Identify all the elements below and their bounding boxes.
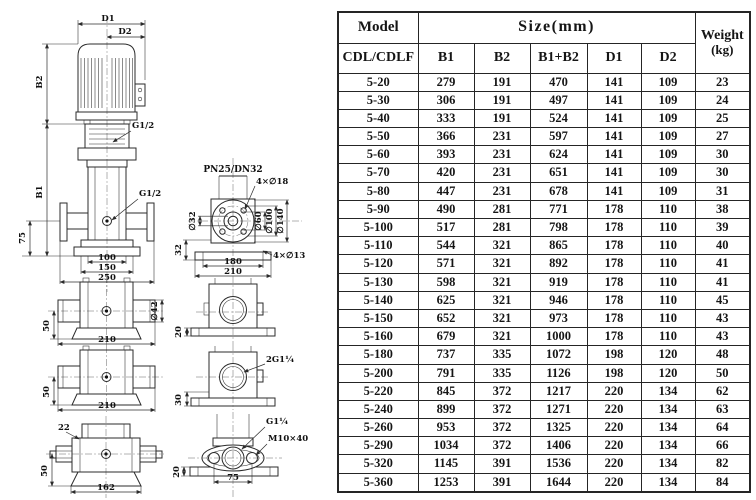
table-row (338, 128, 750, 146)
value-cell: 82 (695, 455, 750, 473)
value-cell: 490 (418, 200, 474, 218)
value-cell: 134 (641, 400, 695, 418)
dim-label-d1: D1 (101, 14, 115, 24)
value-cell: 231 (474, 164, 530, 182)
table-row (338, 182, 750, 200)
table-row (338, 455, 750, 473)
dia-32-label: ∅32 (188, 211, 198, 231)
pump-base-side-view-a (42, 276, 164, 346)
value-cell: 366 (418, 128, 474, 146)
value-cell: 23 (695, 73, 750, 91)
value-cell: 470 (530, 73, 587, 91)
value-cell: 737 (418, 346, 474, 364)
table-row (338, 91, 750, 109)
value-cell: 31 (695, 182, 750, 200)
model-cell: 5-320 (338, 455, 418, 473)
value-cell: 517 (418, 219, 474, 237)
model-cell: 5-20 (338, 73, 418, 91)
value-cell: 220 (587, 473, 641, 492)
model-cell: 5-200 (338, 364, 418, 382)
flange-rating-label: PN25/DN32 (203, 165, 263, 175)
value-cell: 141 (587, 128, 641, 146)
value-cell: 134 (641, 437, 695, 455)
dim-75-oval-label: 75 (227, 473, 239, 483)
pump-base-side-view-b (42, 346, 164, 412)
value-cell: 231 (474, 146, 530, 164)
value-cell: 651 (530, 164, 587, 182)
value-cell: 321 (474, 291, 530, 309)
value-cell: 1000 (530, 328, 587, 346)
value-cell: 391 (474, 455, 530, 473)
value-cell: 393 (418, 146, 474, 164)
value-cell: 43 (695, 328, 750, 346)
value-cell: 109 (641, 109, 695, 127)
table-row (338, 364, 750, 382)
dim-50-c-label: 50 (40, 465, 50, 477)
value-cell: 141 (587, 109, 641, 127)
value-cell: 62 (695, 382, 750, 400)
dim-50-a-label: 50 (42, 320, 52, 332)
value-cell: 134 (641, 455, 695, 473)
table-row (338, 109, 750, 127)
value-cell: 64 (695, 419, 750, 437)
value-cell: 141 (587, 182, 641, 200)
model-cell: 5-140 (338, 291, 418, 309)
value-cell: 38 (695, 200, 750, 218)
value-cell: 141 (587, 73, 641, 91)
value-cell: 1145 (418, 455, 474, 473)
value-cell: 919 (530, 273, 587, 291)
value-cell: 178 (587, 255, 641, 273)
dim-180-label: 180 (224, 257, 242, 267)
value-cell: 50 (695, 364, 750, 382)
header-d2: D2 (641, 43, 695, 73)
model-cell: 5-290 (338, 437, 418, 455)
value-cell: 24 (695, 91, 750, 109)
value-cell: 306 (418, 91, 474, 109)
thread-label-g12-lower: G1/2 (139, 189, 162, 199)
value-cell: 110 (641, 219, 695, 237)
value-cell: 220 (587, 400, 641, 418)
header-weight-line2: (kg) (711, 42, 734, 58)
base-holes-13-label: 4×∅13 (273, 251, 306, 261)
header-size-mm: Size(mm) (418, 12, 695, 43)
thread-g114-label: G1¼ (266, 417, 289, 427)
model-cell: 5-50 (338, 128, 418, 146)
table-row (338, 419, 750, 437)
value-cell: 191 (474, 109, 530, 127)
model-cell: 5-40 (338, 109, 418, 127)
value-cell: 1644 (530, 473, 587, 492)
value-cell: 109 (641, 164, 695, 182)
value-cell: 30 (695, 164, 750, 182)
value-cell: 110 (641, 273, 695, 291)
dia-60-label: ∅60 (254, 211, 264, 231)
table-row (338, 291, 750, 309)
model-cell: 5-110 (338, 237, 418, 255)
value-cell: 231 (474, 182, 530, 200)
value-cell: 571 (418, 255, 474, 273)
dim-label-d2: D2 (118, 27, 132, 37)
table-row (338, 164, 750, 182)
dim-22-label: 22 (58, 423, 70, 433)
model-cell: 5-90 (338, 200, 418, 218)
value-cell: 231 (474, 128, 530, 146)
value-cell: 191 (474, 91, 530, 109)
value-cell: 30 (695, 146, 750, 164)
dim-20-a-label: 20 (174, 326, 184, 338)
table-row (338, 200, 750, 218)
value-cell: 141 (587, 146, 641, 164)
bolt-m10x40-label: M10×40 (268, 434, 309, 444)
flange-top-view (174, 158, 305, 278)
value-cell: 372 (474, 419, 530, 437)
bolt-holes-18-label: 4×∅18 (256, 177, 289, 187)
pump-front-view (18, 14, 161, 292)
value-cell: 624 (530, 146, 587, 164)
value-cell: 141 (587, 91, 641, 109)
thread-label-g12-upper: G1/2 (132, 121, 155, 131)
value-cell: 178 (587, 200, 641, 218)
value-cell: 198 (587, 346, 641, 364)
model-cell: 5-150 (338, 309, 418, 327)
value-cell: 1126 (530, 364, 587, 382)
value-cell: 279 (418, 73, 474, 91)
header-b2: B2 (474, 43, 530, 73)
value-cell: 544 (418, 237, 474, 255)
model-cell: 5-360 (338, 473, 418, 492)
value-cell: 220 (587, 419, 641, 437)
value-cell: 41 (695, 273, 750, 291)
value-cell: 109 (641, 146, 695, 164)
model-cell: 5-70 (338, 164, 418, 182)
pump-drawing-svg (0, 0, 337, 500)
value-cell: 198 (587, 364, 641, 382)
model-cell: 5-240 (338, 400, 418, 418)
table-row (338, 400, 750, 418)
value-cell: 120 (641, 346, 695, 364)
value-cell: 372 (474, 382, 530, 400)
value-cell: 178 (587, 309, 641, 327)
pump-port-view-b (174, 344, 294, 410)
dim-210-flange-label: 210 (224, 267, 242, 277)
value-cell: 899 (418, 400, 474, 418)
value-cell: 679 (418, 328, 474, 346)
value-cell: 84 (695, 473, 750, 492)
header-b1: B1 (418, 43, 474, 73)
pump-port-view-c (172, 412, 308, 498)
model-cell: 5-130 (338, 273, 418, 291)
dim-label-250: 250 (98, 273, 116, 283)
dia-140-label: ∅140 (276, 208, 286, 234)
value-cell: 40 (695, 237, 750, 255)
value-cell: 771 (530, 200, 587, 218)
header-b1b2: B1+B2 (530, 43, 587, 73)
value-cell: 110 (641, 309, 695, 327)
value-cell: 420 (418, 164, 474, 182)
spec-table (337, 11, 751, 493)
model-cell: 5-220 (338, 382, 418, 400)
value-cell: 791 (418, 364, 474, 382)
value-cell: 447 (418, 182, 474, 200)
value-cell: 109 (641, 128, 695, 146)
dim-50-b-label: 50 (42, 386, 52, 398)
dim-label-b1: B1 (35, 185, 45, 199)
value-cell: 1034 (418, 437, 474, 455)
dimension-table-pane (337, 11, 749, 493)
dia-42-label: ∅42 (150, 301, 160, 321)
value-cell: 321 (474, 309, 530, 327)
technical-drawings (0, 0, 337, 500)
value-cell: 1253 (418, 473, 474, 492)
value-cell: 798 (530, 219, 587, 237)
dim-162-label: 162 (97, 483, 115, 493)
value-cell: 63 (695, 400, 750, 418)
value-cell: 41 (695, 255, 750, 273)
value-cell: 335 (474, 364, 530, 382)
header-model-sub: CDL/CDLF (338, 43, 418, 73)
value-cell: 134 (641, 473, 695, 492)
dim-label-150: 150 (98, 263, 116, 273)
dim-210-b-label: 210 (98, 401, 116, 411)
value-cell: 524 (530, 109, 587, 127)
value-cell: 321 (474, 273, 530, 291)
value-cell: 652 (418, 309, 474, 327)
value-cell: 372 (474, 400, 530, 418)
header-model: Model (338, 12, 418, 43)
value-cell: 946 (530, 291, 587, 309)
value-cell: 134 (641, 382, 695, 400)
value-cell: 110 (641, 237, 695, 255)
header-weight (695, 12, 750, 73)
pump-base-side-view-c (40, 416, 164, 498)
dim-30-label: 30 (174, 394, 184, 406)
value-cell: 220 (587, 382, 641, 400)
value-cell: 141 (587, 164, 641, 182)
table-row (338, 437, 750, 455)
model-cell: 5-100 (338, 219, 418, 237)
value-cell: 110 (641, 200, 695, 218)
value-cell: 865 (530, 237, 587, 255)
value-cell: 1072 (530, 346, 587, 364)
value-cell: 335 (474, 346, 530, 364)
dim-32-label: 32 (174, 244, 184, 256)
value-cell: 109 (641, 73, 695, 91)
value-cell: 178 (587, 237, 641, 255)
table-row (338, 346, 750, 364)
value-cell: 892 (530, 255, 587, 273)
value-cell: 1536 (530, 455, 587, 473)
value-cell: 220 (587, 437, 641, 455)
table-row (338, 146, 750, 164)
value-cell: 321 (474, 328, 530, 346)
dim-210-a-label: 210 (98, 335, 116, 345)
pump-port-view-a (174, 276, 275, 344)
table-row (338, 473, 750, 492)
value-cell: 220 (587, 455, 641, 473)
table-row (338, 382, 750, 400)
header-weight-line1: Weight (700, 27, 744, 43)
value-cell: 391 (474, 473, 530, 492)
value-cell: 321 (474, 255, 530, 273)
value-cell: 281 (474, 219, 530, 237)
value-cell: 191 (474, 73, 530, 91)
thread-2g114-label: 2G1¼ (266, 355, 294, 365)
table-row (338, 328, 750, 346)
table-row (338, 73, 750, 91)
value-cell: 110 (641, 291, 695, 309)
model-cell: 5-30 (338, 91, 418, 109)
value-cell: 1217 (530, 382, 587, 400)
header-d1: D1 (587, 43, 641, 73)
table-row (338, 273, 750, 291)
value-cell: 66 (695, 437, 750, 455)
value-cell: 39 (695, 219, 750, 237)
model-cell: 5-80 (338, 182, 418, 200)
value-cell: 109 (641, 91, 695, 109)
dim-20-b-label: 20 (172, 466, 182, 478)
model-cell: 5-60 (338, 146, 418, 164)
table-row (338, 309, 750, 327)
value-cell: 281 (474, 200, 530, 218)
dim-label-100: 100 (98, 253, 116, 263)
dim-label-75: 75 (18, 232, 28, 244)
value-cell: 678 (530, 182, 587, 200)
value-cell: 598 (418, 273, 474, 291)
value-cell: 597 (530, 128, 587, 146)
value-cell: 497 (530, 91, 587, 109)
value-cell: 1325 (530, 419, 587, 437)
value-cell: 27 (695, 128, 750, 146)
value-cell: 120 (641, 364, 695, 382)
value-cell: 134 (641, 419, 695, 437)
value-cell: 48 (695, 346, 750, 364)
value-cell: 178 (587, 219, 641, 237)
model-cell: 5-260 (338, 419, 418, 437)
value-cell: 372 (474, 437, 530, 455)
table-row (338, 237, 750, 255)
value-cell: 178 (587, 328, 641, 346)
value-cell: 45 (695, 291, 750, 309)
model-cell: 5-120 (338, 255, 418, 273)
table-row (338, 255, 750, 273)
value-cell: 109 (641, 182, 695, 200)
model-cell: 5-180 (338, 346, 418, 364)
value-cell: 845 (418, 382, 474, 400)
value-cell: 110 (641, 255, 695, 273)
value-cell: 110 (641, 328, 695, 346)
value-cell: 625 (418, 291, 474, 309)
model-cell: 5-160 (338, 328, 418, 346)
value-cell: 178 (587, 273, 641, 291)
value-cell: 333 (418, 109, 474, 127)
value-cell: 973 (530, 309, 587, 327)
value-cell: 321 (474, 237, 530, 255)
value-cell: 178 (587, 291, 641, 309)
table-body (338, 73, 750, 492)
value-cell: 43 (695, 309, 750, 327)
value-cell: 1406 (530, 437, 587, 455)
table-row (338, 219, 750, 237)
value-cell: 25 (695, 109, 750, 127)
dim-label-b2: B2 (35, 75, 45, 89)
value-cell: 1271 (530, 400, 587, 418)
dia-100-label: ∅100 (265, 208, 275, 234)
value-cell: 953 (418, 419, 474, 437)
